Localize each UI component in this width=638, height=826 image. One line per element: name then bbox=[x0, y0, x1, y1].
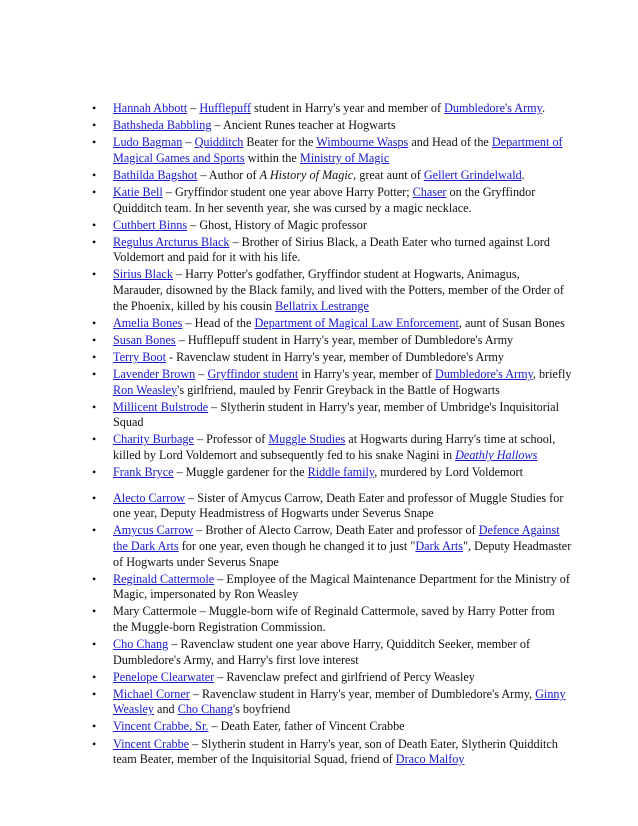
entry-text: Beater for the bbox=[243, 135, 317, 150]
entry-text: at Hogwarts during Harry's time at school, killed by Lord Voldemort and subsequently fed to his snake Nagini in bbox=[113, 432, 556, 462]
entry-text: – Gryffindor student one year above Harry Potter; bbox=[162, 184, 413, 199]
entry-text: . bbox=[541, 101, 545, 115]
list-item bbox=[92, 333, 572, 349]
entry-text: – Author of bbox=[197, 167, 260, 182]
wiki-link[interactable]: Michael Corner bbox=[113, 686, 190, 701]
entry-text: within the bbox=[244, 150, 300, 165]
list-item bbox=[92, 267, 572, 314]
entry-text: – Head of the bbox=[182, 315, 255, 330]
list-item bbox=[92, 168, 572, 184]
wiki-link[interactable]: Reginald Cattermole bbox=[113, 571, 215, 586]
wiki-link[interactable]: Terry Boot bbox=[113, 349, 166, 364]
entry-text: – Brother of Sirius Black, a Death Eater who turned against Lord Voldemort and paid for it with his life. bbox=[113, 234, 550, 265]
entry-text: – Ravenclaw prefect and girlfriend of Percy Weasley bbox=[214, 669, 475, 684]
entry-text: and bbox=[153, 702, 178, 717]
list-item bbox=[92, 572, 572, 603]
list-item bbox=[92, 400, 572, 431]
wiki-link[interactable]: Dumbledore's Army bbox=[435, 367, 533, 381]
wiki-link[interactable]: Penelope Clearwater bbox=[113, 669, 215, 684]
entry-text: and Head of the bbox=[408, 135, 492, 150]
list-item bbox=[92, 316, 572, 332]
wiki-link[interactable]: Defence Against the Dark Arts bbox=[113, 523, 560, 553]
wiki-link[interactable]: Cho Chang bbox=[113, 637, 169, 651]
wiki-link[interactable]: Cuthbert Binns bbox=[113, 217, 188, 232]
entry-text: – Slytherin student in Harry's year, son of Death Eater, Slytherin Quidditch team Beater, member of the Inquisitorial Squad, friend of bbox=[113, 736, 558, 767]
entry-text: – Harry Potter's godfather, Gryffindor student at Hogwarts, Animagus, Marauder, disowned by the Black family, and lived with the Potters, member of the Order of the Phoenix, killed by his cousin bbox=[113, 267, 564, 313]
entry-text: ", Deputy Headmaster of Hogwarts under Severus Snape bbox=[113, 538, 572, 569]
wiki-link[interactable]: Amycus Carrow bbox=[113, 523, 194, 538]
wiki-link[interactable]: Chaser bbox=[412, 184, 447, 199]
wiki-link[interactable]: Amelia Bones bbox=[113, 315, 183, 330]
entry-text: – bbox=[182, 135, 195, 150]
wiki-link[interactable]: Bathilda Bagshot bbox=[113, 167, 198, 182]
entry-text: – Employee of the Magical Maintenance Department for the Ministry of Magic, impersonated by Ron Weasley bbox=[113, 571, 570, 602]
wiki-link[interactable]: Bellatrix Lestrange bbox=[275, 298, 369, 313]
list-item bbox=[92, 135, 572, 166]
entry-text: 's girlfriend, mauled by Fenrir Greyback in the Battle of Hogwarts bbox=[177, 382, 500, 397]
wiki-link[interactable]: Dumbledore's Army bbox=[444, 101, 542, 115]
wiki-link[interactable]: Millicent Bulstrode bbox=[113, 399, 209, 414]
wiki-link[interactable]: Hannah Abbott bbox=[113, 101, 188, 115]
wiki-link[interactable]: Vincent Crabbe bbox=[113, 736, 190, 751]
entry-text: student in Harry's year and member of bbox=[251, 101, 445, 115]
entry-text: – Slytherin student in Harry's year, member of Umbridge's Inquisitorial Squad bbox=[113, 399, 559, 430]
list-item bbox=[92, 367, 572, 398]
entry-text: – bbox=[195, 367, 208, 381]
entry-text: – Brother of Alecto Carrow, Death Eater and professor of bbox=[193, 523, 479, 538]
wiki-link[interactable]: Ludo Bagman bbox=[113, 135, 183, 150]
wiki-link[interactable]: Alecto Carrow bbox=[113, 490, 186, 505]
list-item bbox=[92, 737, 572, 768]
list-item bbox=[92, 637, 572, 668]
wiki-link[interactable]: Muggle Studies bbox=[268, 432, 346, 447]
list-item bbox=[92, 670, 572, 686]
entry-text: – Hufflepuff student in Harry's year, member of Dumbledore's Army bbox=[175, 332, 514, 347]
wiki-link[interactable]: Frank Bryce bbox=[113, 465, 174, 480]
entry-text: – Sister of Amycus Carrow, Death Eater and professor of Muggle Studies for one year, Deputy Headmistress of Hogwarts under Severus Snape bbox=[113, 490, 564, 521]
book-title: A History of Magic bbox=[259, 167, 354, 182]
list-item bbox=[92, 687, 572, 718]
entry-text: , aunt of Susan Bones bbox=[458, 315, 565, 330]
wiki-link[interactable]: Riddle family bbox=[307, 465, 375, 480]
wiki-link[interactable]: Hufflepuff bbox=[199, 101, 251, 115]
wiki-link[interactable]: Quidditch bbox=[194, 135, 244, 150]
wiki-link[interactable]: Cho Chang bbox=[177, 702, 233, 717]
wiki-link[interactable]: Sirius Black bbox=[113, 267, 173, 282]
entry-text: - Ravenclaw student in Harry's year, member of Dumbledore's Army bbox=[165, 349, 504, 364]
entry-text: – Ancient Runes teacher at Hogwarts bbox=[211, 118, 396, 133]
wiki-link[interactable]: Ginny Weasley bbox=[113, 686, 566, 717]
list-item bbox=[92, 604, 572, 635]
entry-text: . bbox=[521, 167, 525, 182]
list-item bbox=[92, 218, 572, 234]
wiki-link[interactable]: Vincent Crabbe, Sr. bbox=[113, 719, 209, 734]
list-item bbox=[92, 118, 572, 134]
list-item bbox=[92, 523, 572, 570]
entry-text: , briefly bbox=[532, 367, 572, 381]
wiki-link[interactable]: Ron Weasley bbox=[113, 382, 178, 397]
wiki-link[interactable]: Draco Malfoy bbox=[395, 752, 465, 767]
list-item bbox=[92, 432, 572, 463]
wiki-link[interactable]: Dark Arts bbox=[415, 538, 464, 553]
entry-text: – Ravenclaw student one year above Harry, Quidditch Seeker, member of Dumbledore's Army, and Harry's first love interest bbox=[113, 637, 531, 667]
entry-text: in Harry's year, member of bbox=[298, 367, 436, 381]
list-item bbox=[92, 185, 572, 216]
list-item bbox=[92, 101, 572, 117]
wiki-link[interactable]: Gryffindor student bbox=[207, 367, 299, 381]
list-item bbox=[92, 350, 572, 366]
list-item bbox=[92, 719, 572, 735]
wiki-link[interactable]: Susan Bones bbox=[113, 332, 176, 347]
entry-text: – Professor of bbox=[193, 432, 269, 447]
wiki-link[interactable]: Regulus Arcturus Black bbox=[113, 234, 230, 249]
list-item bbox=[92, 235, 572, 266]
wiki-link[interactable]: Bathsheda Babbling bbox=[113, 118, 212, 133]
wiki-link[interactable]: Charity Burbage bbox=[113, 432, 194, 447]
entry-text: on the Gryffindor Quidditch team. In her seventh year, she was cursed by a magic necklace. bbox=[113, 184, 536, 215]
entry-text: – Ghost, History of Magic professor bbox=[187, 217, 367, 232]
wiki-link[interactable]: Wimbourne Wasps bbox=[316, 135, 409, 150]
entry-text: for one year, even though he changed it to just " bbox=[178, 538, 416, 553]
list-item bbox=[92, 491, 572, 522]
character-list bbox=[92, 101, 572, 769]
wiki-link[interactable]: Lavender Brown bbox=[113, 367, 196, 381]
wiki-link[interactable]: Ministry of Magic bbox=[299, 150, 390, 165]
entry-text: – Death Eater, father of Vincent Crabbe bbox=[208, 719, 405, 734]
entry-text: – Ravenclaw student in Harry's year, member of Dumbledore's Army, bbox=[189, 686, 536, 701]
wiki-link[interactable]: Gellert Grindelwald bbox=[423, 167, 522, 182]
entry-text: Mary Cattermole – Muggle-born wife of Reginald Cattermole, saved by Harry Potter from the Muggle-born Registration Commission. bbox=[113, 604, 555, 634]
wiki-link[interactable]: Deathly Hallows bbox=[455, 447, 538, 462]
entry-text: – bbox=[187, 101, 200, 115]
entry-text: , great aunt of bbox=[353, 167, 424, 182]
entry-text: , murdered by Lord Voldemort bbox=[374, 465, 524, 480]
wiki-link[interactable]: Department of Magical Games and Sports bbox=[113, 135, 563, 165]
wiki-link[interactable]: Department of Magical Law Enforcement bbox=[254, 315, 459, 330]
entry-text: – Muggle gardener for the bbox=[173, 465, 308, 480]
list-item bbox=[92, 465, 572, 481]
wiki-link[interactable]: Katie Bell bbox=[113, 184, 163, 199]
entry-text: 's boyfriend bbox=[232, 702, 291, 717]
